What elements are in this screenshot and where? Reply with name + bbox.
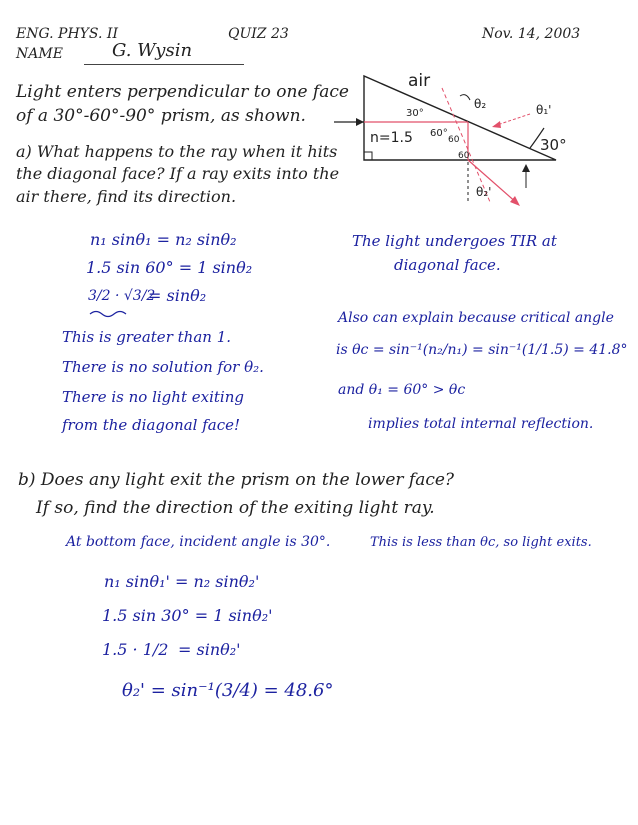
name-label: NAME bbox=[16, 46, 63, 62]
part-b-eq-4: θ₂' = sin⁻¹(3/4) = 48.6° bbox=[122, 680, 334, 701]
theta1-prime-label: θ₁' bbox=[536, 103, 552, 117]
right-angle-mark bbox=[364, 152, 372, 160]
part-a-eq-3b: = sinθ₂ bbox=[148, 286, 207, 305]
squiggle-mark bbox=[88, 309, 128, 319]
prism-triangle bbox=[364, 76, 556, 160]
angle-60-b: 60 bbox=[448, 135, 460, 145]
theta2-prime-label: θ₂' bbox=[476, 185, 492, 199]
part-a-question-1: a) What happens to the ray when it hits bbox=[16, 142, 338, 161]
part-a-eq-2: 1.5 sin 60° = 1 sinθ₂ bbox=[86, 258, 253, 277]
theta2-label: θ₂ bbox=[474, 97, 487, 111]
angle-60-label: 60° bbox=[430, 128, 448, 139]
part-b-question-1: b) Does any light exit the prism on the lower face? bbox=[18, 470, 455, 490]
part-b-eq-3a: 1.5 · 1/2 bbox=[102, 640, 169, 659]
explain-line-4: implies total internal reflection. bbox=[368, 416, 594, 432]
explain-line-1: Also can explain because critical angle bbox=[338, 310, 614, 326]
corner-angle-label: 30° bbox=[540, 136, 567, 154]
theta2-arc bbox=[460, 95, 470, 100]
part-a-question-2: the diagonal face? If a ray exits into the bbox=[16, 164, 340, 183]
incoming-arrowhead bbox=[356, 118, 364, 126]
part-b-answer-1: At bottom face, incident angle is 30°. bbox=[66, 534, 331, 550]
part-a-conclusion-1: This is greater than 1. bbox=[62, 328, 231, 346]
explain-line-3: and θ₁ = 60° > θc bbox=[338, 382, 466, 398]
course-label: ENG. PHYS. II bbox=[16, 26, 118, 42]
name-value: G. Wysin bbox=[112, 40, 193, 61]
prism-diagram bbox=[330, 62, 630, 222]
corner-pointer-head bbox=[522, 164, 530, 172]
part-a-conclusion-4: from the diagonal face! bbox=[62, 416, 241, 434]
intro-line-1: Light enters perpendicular to one face bbox=[16, 82, 349, 102]
refractive-index-label: n=1.5 bbox=[370, 130, 413, 146]
part-b-eq-2: 1.5 sin 30° = 1 sinθ₂' bbox=[102, 606, 273, 625]
part-a-conclusion-2: There is no solution for θ₂. bbox=[62, 358, 264, 376]
tir-line-1: The light undergoes TIR at bbox=[352, 232, 557, 250]
blocked-arrowhead bbox=[492, 121, 501, 128]
angle-60-c: 60 bbox=[458, 151, 470, 161]
angle-30-top: 30° bbox=[406, 108, 424, 119]
part-b-eq-1: n₁ sinθ₁' = n₂ sinθ₂' bbox=[104, 572, 260, 591]
date-label: Nov. 14, 2003 bbox=[482, 26, 581, 42]
part-a-eq-3a: 3/2 · √3/2 bbox=[88, 288, 156, 304]
part-b-eq-3b: = sinθ₂' bbox=[178, 640, 241, 659]
name-underline bbox=[84, 64, 244, 65]
air-label: air bbox=[408, 71, 431, 91]
intro-line-2: of a 30°-60°-90° prism, as shown. bbox=[16, 106, 306, 126]
part-b-question-2: If so, find the direction of the exiting light ray. bbox=[36, 498, 435, 518]
explain-line-2: is θc = sin⁻¹(n₂/n₁) = sin⁻¹(1/1.5) = 41.8° bbox=[336, 342, 628, 358]
tir-line-2: diagonal face. bbox=[394, 256, 501, 274]
part-a-conclusion-3: There is no light exiting bbox=[62, 388, 244, 406]
quiz-label: QUIZ 23 bbox=[228, 26, 289, 42]
part-b-answer-1b: This is less than θc, so light exits. bbox=[370, 535, 592, 550]
part-a-question-3: air there, find its direction. bbox=[16, 187, 237, 206]
part-a-eq-1: n₁ sinθ₁ = n₂ sinθ₂ bbox=[90, 230, 237, 249]
